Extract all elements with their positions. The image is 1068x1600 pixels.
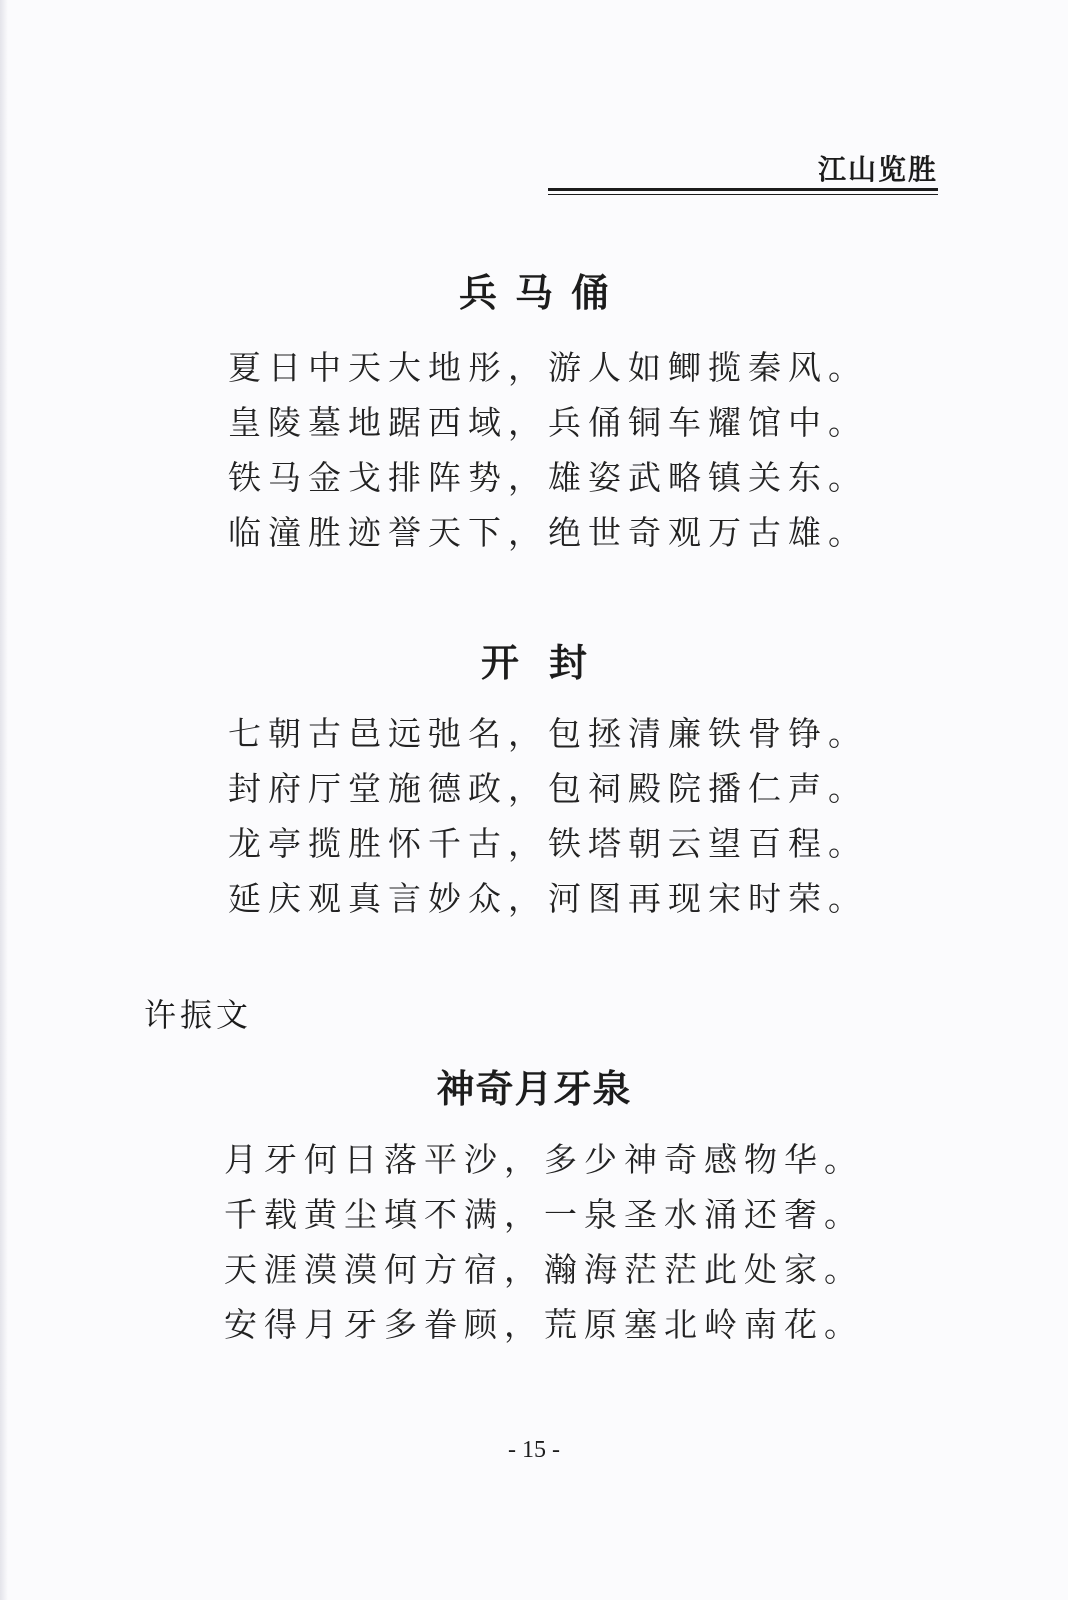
verse-line: 封府厅堂施德政，包祠殿院播仁声。 [228, 769, 868, 808]
verse-line: 皇陵墓地踞西域，兵俑铜车耀馆中。 [228, 403, 868, 442]
verse-line: 龙亭揽胜怀千古，铁塔朝云望百程。 [228, 824, 868, 863]
verse-line: 天涯漠漠何方宿，瀚海茫茫此处家。 [224, 1250, 864, 1289]
poem-title: 兵马俑 [458, 270, 627, 315]
poem-body [228, 706, 868, 926]
poem-title: 开封 [480, 640, 617, 685]
verse-line: 夏日中天大地彤，游人如鲫揽秦风。 [228, 348, 868, 387]
page-binding-shadow [0, 0, 8, 1600]
header-rule-thin [548, 194, 938, 195]
poem-author: 许振文 [144, 996, 253, 1034]
verse-line: 安得月牙多眷顾，荒原塞北岭南花。 [224, 1305, 864, 1344]
running-header [548, 148, 938, 198]
verse-line: 千载黄尘填不满，一泉圣水涌还奢。 [224, 1195, 864, 1234]
verse-line: 铁马金戈排阵势，雄姿武略镇关东。 [228, 458, 868, 497]
poem-body [224, 1132, 864, 1352]
verse-line: 延庆观真言妙众，河图再现宋时荣。 [228, 879, 868, 918]
verse-line: 七朝古邑远弛名，包拯清廉铁骨铮。 [228, 714, 868, 753]
section-title: 江山览胜 [817, 153, 938, 186]
poem-title: 神奇月牙泉 [436, 1066, 632, 1111]
page-number: - 15 - [508, 1437, 560, 1463]
verse-line: 月牙何日落平沙，多少神奇感物华。 [224, 1140, 864, 1179]
header-rule-thick [548, 188, 938, 191]
verse-line: 临潼胜迹誉天下，绝世奇观万古雄。 [228, 513, 868, 552]
poem-body [228, 340, 868, 560]
